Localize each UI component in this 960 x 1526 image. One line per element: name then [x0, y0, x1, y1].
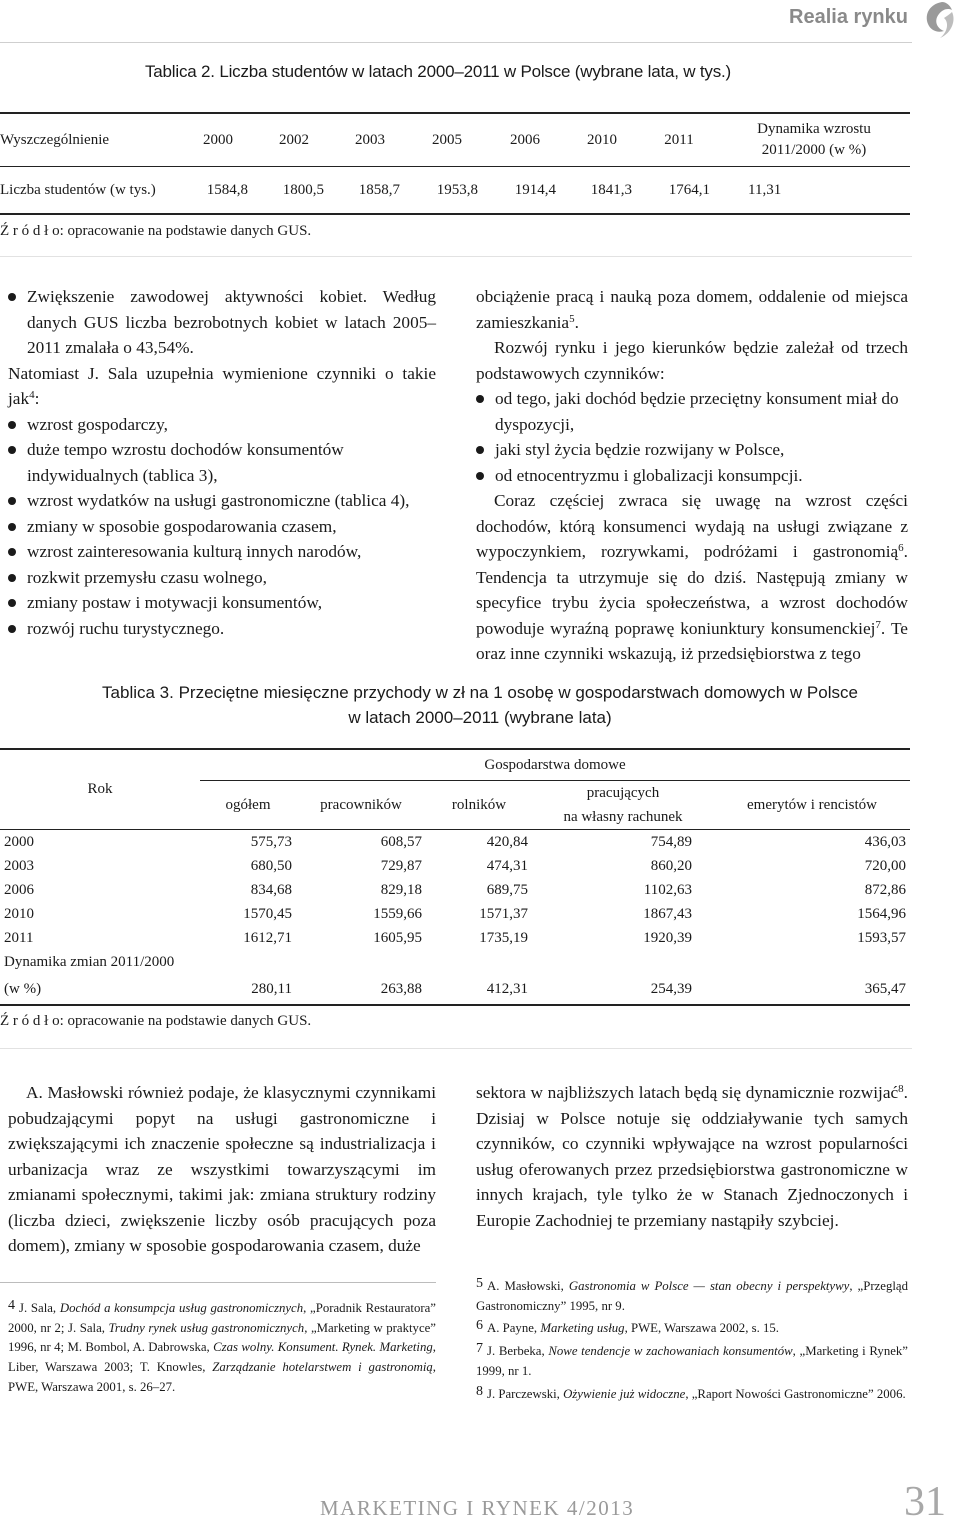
footnote-text: J. Berbeka,	[487, 1344, 549, 1359]
table3-cell: 365,47	[714, 974, 910, 1005]
table3-year: 2000	[4, 833, 34, 850]
footnote-number: 8	[476, 1383, 483, 1399]
list-item	[8, 514, 436, 540]
footnotes-right	[476, 1274, 908, 1404]
bullet-icon	[8, 421, 16, 429]
bottom-right-column	[476, 1080, 908, 1233]
table3-dynamics-label: Dynamika zmian 2011/2000	[4, 953, 175, 970]
table3-cell: 860,20	[650, 857, 692, 874]
table3-col-header-line2: na własny rachunek	[563, 809, 683, 825]
table3-cell: 829,18	[380, 881, 422, 898]
table3-cell: 1593,57	[857, 929, 906, 946]
bullet-icon	[8, 599, 16, 607]
list-item	[8, 616, 436, 642]
table3-cell: 263,88	[296, 974, 426, 1005]
footnote-number: 7	[476, 1341, 483, 1357]
paragraph-text: obciążenie pracą i nauką poza domem, oddalenie od miejsca zamieszkania	[476, 287, 908, 332]
table3-cell: 254,39	[532, 974, 714, 1005]
footnote-text: , „Marketing w praktyce” 1996, nr 4; M. Bombol, A. Dabrowska,	[8, 1320, 436, 1355]
footnote-text: J. Sala,	[19, 1301, 60, 1315]
table2-header-row	[0, 113, 910, 167]
footnote-ref: 4	[29, 389, 35, 401]
list-item-text: od etnocentryzmu i globalizacji konsumpcji.	[495, 465, 803, 485]
footnote-6	[476, 1316, 908, 1339]
table2-year: 2003	[332, 113, 408, 167]
footnote-text: A. Payne,	[487, 1321, 541, 1336]
right-column	[476, 284, 908, 667]
table3-dynamics-unit: (w %)	[0, 974, 200, 1005]
footnote-text: , „Przegląd Gastronomiczny” 1995, nr 9.	[476, 1279, 908, 1313]
header-divider	[0, 42, 912, 43]
table2-dynamics-header-line1: Dynamika wzrostu	[757, 121, 871, 137]
table2-cell: 1584,8	[180, 167, 256, 215]
table2-year: 2005	[408, 113, 486, 167]
list-item-text: duże tempo wzrostu dochodów konsumentów indywidualnych (tablica 3),	[27, 440, 344, 485]
table3-cell: 680,50	[250, 857, 292, 874]
footnote-ref: 7	[875, 618, 881, 631]
footnote-number: 5	[476, 1276, 483, 1291]
paragraph-text: sektora w najbliższych latach będą się dynamicznie rozwijać	[476, 1083, 899, 1102]
footnote-text: , „Raport Nowości Gastronomiczne” 2006.	[685, 1386, 906, 1401]
table3-cell: 754,89	[650, 833, 692, 850]
bottom-left-column	[8, 1080, 436, 1259]
list-item-text: wzrost zainteresowania kulturą innych narodów,	[27, 542, 362, 561]
table2-source: Ź r ó d ł o: opracowanie na podstawie danych GUS.	[0, 223, 312, 239]
bullet-icon	[8, 625, 16, 633]
table3-col-header-line1: pracujących	[586, 785, 660, 801]
table3-cell: 280,11	[200, 974, 296, 1005]
table3	[0, 748, 910, 1006]
footnote-title: Dochód a konsumpcja usług gastronomicznych	[59, 1301, 304, 1315]
table2-cell: 1841,3	[564, 167, 640, 215]
paragraph-text: . Dzisiaj w Polsce notuje się oddziaływanie tych samych czynników, co czynniki wpływające na wzrost popularności usług oferowanych przez przedsiębiorstwa gastronomiczne w innych krajach, tyle tylko że w Stanach Zjednoczonych i Europie Zachodniej te przemiany nastąpiły szybciej.	[476, 1083, 908, 1230]
table3-cell: 689,75	[486, 881, 528, 898]
bullet-icon	[8, 446, 16, 454]
paragraph-text: Natomiast J. Sala uzupełnia wymienione czynniki o takie jak	[8, 363, 436, 408]
table-row	[0, 902, 910, 926]
bullet-icon	[476, 446, 484, 454]
paragraph	[8, 361, 436, 412]
table3-cell: 474,31	[486, 857, 528, 874]
table3-header-row	[0, 749, 910, 781]
table3-year: 2010	[4, 905, 34, 922]
table3-col-header	[532, 781, 714, 830]
footnote-title: Czas wolny. Konsument. Rynek. Marketing	[213, 1340, 433, 1355]
table3-year: 2011	[4, 929, 34, 946]
footnote-divider	[0, 1282, 436, 1283]
footnote-title: Zarządzanie hotelarstwem i gastronomią	[212, 1360, 433, 1375]
footnote-text: , Liber, Warszawa 2003; T. Knowles,	[8, 1340, 436, 1375]
list-item	[8, 488, 436, 514]
list-item	[8, 284, 436, 361]
paragraph: A. Masłowski również podaje, że klasycznymi czynnikami pobudzającymi popyt na usługi gastronomiczne i zwiększającymi ich znaczenie społeczne są industrializacja i urbanizacja wraz ze wszystkimi towarzyszącymi im zmianami społecznymi, takimi jak: zmiana struktury rodziny (liczba dzieci, zwiększenie liczby osób pracujących poza domem), zmiany w sposobie gospodarowania czasem, duże	[8, 1083, 436, 1255]
list-item-text: zmiany postaw i motywacji konsumentów,	[27, 593, 323, 612]
table3-header-rok: Rok	[0, 749, 200, 830]
footnote-title: Ożywienie już widoczne	[563, 1386, 686, 1401]
table-row	[0, 878, 910, 902]
table3-year: 2003	[4, 857, 34, 874]
footnote	[8, 1296, 436, 1398]
footnote-text: , „Poradnik Restauratora” 2000, nr 2; J. Sala,	[8, 1301, 436, 1335]
footnote-ref: 6	[898, 542, 904, 554]
table3-dynamics-label-row	[0, 950, 910, 974]
divider	[0, 256, 912, 257]
list-item-text: od tego, jaki dochód będzie przeciętny konsument miał do dyspozycji,	[495, 389, 899, 434]
table2-cell: 1800,5	[256, 167, 332, 215]
table3-col-header: ogółem	[200, 781, 296, 830]
table3-cell: 1612,71	[243, 929, 292, 946]
table2	[0, 112, 910, 215]
footnote-title: Nowe tendencje w zachowaniach konsumentów	[548, 1344, 793, 1359]
paragraph-text: . Tendencja ta utrzymuje się do dziś. Następują zmiany w specyfice trybu życia społeczeństwa, a wzrost dochodów powoduje wyraźną poprawę koniunktury konsumenckiej	[476, 542, 908, 638]
table2-dynamics-cell: 11,31	[718, 167, 910, 215]
list-item	[8, 590, 436, 616]
bullet-icon	[476, 472, 484, 480]
list-item	[476, 463, 908, 489]
footnote-4	[8, 1296, 436, 1398]
table3-col-header: pracowników	[296, 781, 426, 830]
paragraph-text: .	[574, 312, 579, 332]
table3-cell: 1920,39	[643, 929, 692, 946]
footnote-text: , „Marketing i Rynek” 1999, nr 1.	[476, 1344, 908, 1378]
table3-cell: 1570,45	[243, 905, 292, 922]
table3-cell: 872,86	[864, 881, 906, 898]
table3-dynamics-row	[0, 974, 910, 1005]
section-logo-icon	[922, 0, 956, 40]
table3-source: Ź r ó d ł o: opracowanie na podstawie danych GUS.	[0, 1013, 312, 1029]
table2-year: 2002	[256, 113, 332, 167]
table3-cell: 436,03	[864, 833, 906, 850]
list-item-text: wzrost wydatków na usługi gastronomiczne (tablica 4),	[27, 491, 410, 510]
table3-title	[40, 680, 920, 730]
footnote-5	[476, 1274, 908, 1316]
left-column	[8, 284, 436, 641]
table3-group-header: Gospodarstwa domowe	[200, 749, 910, 781]
footnote-text: A. Masłowski,	[487, 1279, 569, 1293]
list-item	[8, 539, 436, 565]
table2-year: 2006	[486, 113, 564, 167]
footnote-number: 6	[476, 1318, 483, 1334]
table2-cell: 1914,4	[486, 167, 564, 215]
table3-body	[0, 830, 910, 951]
footnote-ref: 5	[569, 312, 575, 325]
paragraph	[476, 488, 908, 667]
table2-cell: 1953,8	[408, 167, 486, 215]
list-item	[8, 565, 436, 591]
bullet-icon	[8, 523, 16, 531]
table3-cell: 1735,19	[479, 929, 528, 946]
table2-cell: 1764,1	[640, 167, 718, 215]
footnote-text: , PWE, Warszawa 2001, s. 26–27.	[8, 1360, 436, 1394]
list-item	[476, 386, 908, 437]
table-row	[0, 926, 910, 950]
table2-title: Tablica 2. Liczba studentów w latach 2000–2011 w Polsce (wybrane lata, w tys.)	[145, 62, 732, 81]
list-item	[476, 437, 908, 463]
footnote-number: 4	[8, 1298, 15, 1313]
bullet-icon	[476, 395, 484, 403]
table3-col-header: emerytów i rencistów	[714, 781, 910, 830]
bullet-icon	[8, 497, 16, 505]
table3-col-header: rolników	[426, 781, 532, 830]
table3-cell: 1564,96	[857, 905, 906, 922]
paragraph-text: . Te oraz inne czynniki wskazują, iż przedsiębiorstwa z tego	[476, 618, 908, 663]
list-item-text: zmiany w sposobie gospodarowania czasem,	[27, 516, 337, 536]
table2-year: 2010	[564, 113, 640, 167]
footnote-title: Marketing usług	[540, 1321, 625, 1336]
page-number: 31	[904, 1479, 946, 1525]
table3-cell: 412,31	[426, 974, 532, 1005]
table-row	[0, 854, 910, 878]
table3-cell: 575,73	[250, 833, 292, 850]
table2-dynamics-header	[718, 113, 910, 167]
table2-year: 2011	[640, 113, 718, 167]
list-item-text: rozwój ruchu turystycznego.	[27, 618, 225, 638]
paragraph	[476, 1080, 908, 1233]
list-item-text: jaki styl życia będzie rozwijany w Polsce,	[495, 440, 785, 459]
paragraph-text: :	[34, 389, 40, 408]
table3-cell: 720,00	[864, 857, 906, 874]
table3-cell: 729,87	[380, 857, 422, 874]
list-item	[8, 437, 436, 488]
paragraph: Rozwój rynku i jego kierunków będzie zależał od trzech podstawowych czynników:	[476, 338, 908, 383]
footnote-text: , PWE, Warszawa 2002, s. 15.	[624, 1321, 779, 1336]
bullet-icon	[8, 574, 16, 582]
table2-year: 2000	[180, 113, 256, 167]
table3-cell: 1559,66	[373, 905, 422, 922]
bullet-icon	[8, 293, 16, 301]
table3-cell: 834,68	[250, 881, 292, 898]
journal-name: MARKETING I RYNEK 4/2013	[320, 1496, 635, 1520]
table3-cell: 420,84	[486, 833, 528, 850]
table3-title-line1: Tablica 3. Przeciętne miesięczne przychody w zł na 1 osobę w gospodarstwach domowych w Polsce	[102, 683, 858, 702]
table2-header-label: Wyszczególnienie	[0, 113, 180, 167]
table2-row	[0, 167, 910, 215]
footnote-ref: 8	[898, 1083, 904, 1095]
table3-year: 2006	[4, 881, 34, 898]
table-row	[0, 830, 910, 855]
table3-title-line2: w latach 2000–2011 (wybrane lata)	[348, 708, 612, 727]
table2-row-label: Liczba studentów (w tys.)	[0, 167, 180, 215]
table3-cell: 1605,95	[373, 929, 422, 946]
footnote-title: Trudny rynek usług gastronomicznych	[108, 1320, 305, 1335]
table3-cell: 608,57	[380, 833, 422, 850]
paragraph	[476, 284, 908, 335]
footnote-title: Gastronomia w Polsce — stan obecny i perspektywy	[568, 1279, 850, 1293]
table2-dynamics-header-line2: 2011/2000 (w %)	[761, 142, 867, 158]
table3-cell: 1867,43	[643, 905, 692, 922]
footnote-7	[476, 1339, 908, 1381]
list-item-text: wzrost gospodarczy,	[27, 414, 168, 434]
footnote-text: J. Parczewski,	[487, 1386, 564, 1401]
list-item-text: rozkwit przemysłu czasu wolnego,	[27, 567, 267, 587]
list-item-text: Zwiększenie zawodowej aktywności kobiet. Według danych GUS liczba bezrobotnych kobiet w latach 2005–2011 zmalała o 43,54%.	[27, 287, 436, 357]
bullet-icon	[8, 548, 16, 556]
list-item	[8, 412, 436, 438]
paragraph-text: Coraz częściej zwraca się uwagę na wzrost części dochodów, którą konsumenci wydają na usługi związane z wypoczynkiem, rozrywkami, podróżami i gastronomią	[476, 491, 908, 561]
table3-cell: 1571,37	[479, 905, 528, 922]
section-label: Realia rynku	[789, 6, 908, 28]
footnote-8	[476, 1382, 908, 1405]
table2-cell: 1858,7	[332, 167, 408, 215]
divider	[0, 1048, 912, 1049]
table3-cell: 1102,63	[643, 881, 692, 898]
